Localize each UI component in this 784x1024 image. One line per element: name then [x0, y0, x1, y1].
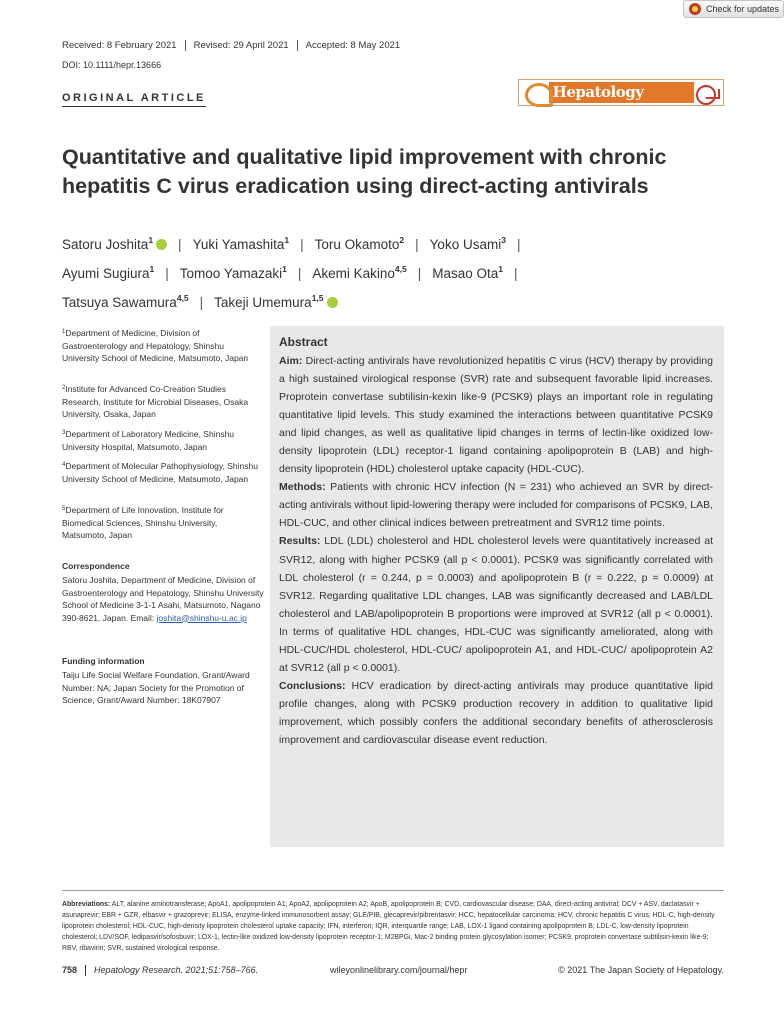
journal-logo	[518, 79, 724, 122]
journal-logo-name: Hepatology Research	[549, 82, 695, 103]
affiliation: $^4$Department of Molecular Pathophysiology, Shinshu University School of Medicine, Matsumoto, Japan	[62, 461, 258, 484]
affiliation: $^5$Department of Life Innovation, Institute for Biomedical Sciences, Shinshu University, Matsumoto, Japan	[62, 505, 224, 540]
author[interactable]: Yuki Yamashita$^1$	[192, 235, 290, 252]
page-number: 758	[62, 965, 86, 976]
citation: Hepatology Research. 2021;51:758–766.	[94, 965, 259, 975]
orcid-icon[interactable]	[327, 297, 338, 308]
author[interactable]: Yoko Usami$^3$	[429, 235, 506, 252]
check-for-updates-label: Check for updates	[706, 4, 780, 14]
author[interactable]: Ayumi Sugiura$^1$	[62, 264, 155, 281]
orcid-icon[interactable]	[156, 239, 167, 250]
copyright: © 2021 The Japan Society of Hepatology.	[558, 965, 724, 975]
correspondence-heading: Correspondence	[62, 561, 130, 571]
author[interactable]: Tomoo Yamazaki$^1$	[179, 264, 287, 281]
received-date: Received: 8 February 2021	[62, 40, 177, 51]
author[interactable]: Masao Ota$^1$	[432, 264, 504, 281]
accepted-date: Accepted: 8 May 2021	[297, 40, 409, 51]
affiliation: $^2$Institute for Advanced Co-Creation Studies Research, Institute for Microbial Diseases, Osaka University, Osaka, Japan	[62, 384, 249, 419]
crossmark-icon	[689, 3, 701, 15]
journal-emblem-icon	[519, 80, 547, 105]
author[interactable]: Takeji Umemura$^{1,5}$	[214, 295, 337, 310]
abstract-results: Results: LDL (LDL) cholesterol and HDL cholesterol levels were quantitatively increased at SVR12, along with higher PCSK9 (all p < 0.0001). PCSK9 was significantly correlated with LDL cholesterol (r = 0.244, p = 0.0003) and apolipoprotein B (r = 0.222, p = 0.0009) at SVR12. Regarding qualitative LDL changes, LAB was significantly decreased and LAB/LDL cholesterol and LAB/apolipoprotein B proportions were improved at SVR12 (all p < 0.0001). In terms of qualitative HDL changes, HDL-CUC was significantly ameliorated, along with HDL-CUC/HDL cholesterol, HDL-CUC/ apolipoprotein A1, and HDL-CUC/ apolipoprotein A2 at SVR12 (all p < 0.0001).	[279, 535, 713, 674]
journal-url[interactable]: wileyonlinelibrary.com/journal/hepr	[330, 965, 468, 975]
abstract-aim: Aim: Direct-acting antivirals have revolutionized hepatitis C virus (HCV) therapy by providing a high sustained virological response (SVR) rate and subsequent favorable lipid increases. Proprotein convertase subtilisin-kexin like-9 (PCSK9) plays an important role in regulating quantitative lipid levels. This study examined the interactions between quantitative PCSK9 and lipid changes, as well as qualitative lipid changes in terms of lectin-like oxidized low-density lipoprotein (LDL) receptor-1 ligand containing apolipoprotein B (LAB) and high-density lipoprotein (HDL) cholesterol uptake capacity (HDL-CUC).	[279, 355, 713, 476]
abstract-conclusions: Conclusions: HCV eradication by direct-acting antivirals may produce quantitative lipid profile changes, along with PCSK9 production recovery in addition to qualitative lipid improvement, which possibly confers the additional secondary benefits of atherosclerosis improvement and cardiovascular disease event reduction.	[279, 679, 713, 746]
abbreviations: Abbreviations: ALT, alanine aminotransferase; ApoA1, apolipoprotein A1; ApoA2, apolipoprotein A2; ApoB, apolipoprotein B; CVD, cardiovascular disease; DAA, direct-acting antiviral; DCV + ASV, daclatasvir + asunaprevir; EBR + GZR, elbasvir + grazoprevir; ELISA, enzyme-linked immunosorbent assay; GLE/PIB, glecaprevir/pibrentasvir; HCC, hepatocellular carcinoma; HCV, chronic hepatitis C virus; HDL-C, high-density lipoprotein cholesterol; HDL-CUC, high-density lipoprotein cholesterol uptake capacity; IFN, interferon; IQR, interquartile range; LAB, LOX-1 ligand containing apolipoprotein B; LDL-C, low-density lipoprotein cholesterol; LDV/SOF, ledipasvir/sofosbuvir; LOX-1, lectin-like oxidized low-density lipoprotein receptor-1; M2BPGi, Mac-2 binding protein glycosylation isomer; PCSK9, proprotein convertase subtilisin-kexin like-9; RBV, ribavirin; SVR, sustained virological response.	[62, 890, 724, 954]
article-title: Quantitative and qualitative lipid improvement with chronic hepatitis C virus eradication using direct-acting antivirals	[62, 145, 667, 198]
revised-date: Revised: 29 April 2021	[185, 40, 297, 51]
article-type: ORIGINAL ARTICLE	[62, 92, 206, 107]
affiliation: $^3$Department of Laboratory Medicine, Shinshu University Hospital, Matsumoto, Japan	[62, 429, 235, 452]
author[interactable]: Satoru Joshita$^1$	[62, 237, 167, 252]
author[interactable]: Toru Okamoto$^2$	[314, 235, 405, 252]
article-dates	[62, 40, 408, 51]
funding-text: Taiju Life Social Welfare Foundation, Grant/Award Number: NA; Japan Society for the Promotion of Science, Grant/Award Number: 18K07907	[62, 670, 250, 705]
correspondence-text: Satoru Joshita, Department of Medicine, Division of Gastroenterology and Hepatology, Shinshu University School of Medicine 3-1-1 Asahi, Matsumoto, Nagano 390-8621, Japan. Email: joshita@shinshu-u.ac.jp	[62, 575, 264, 623]
abstract-heading: Abstract	[279, 335, 328, 349]
funding-heading: Funding information	[62, 656, 145, 666]
society-emblem-icon	[694, 83, 717, 103]
abstract-box	[270, 326, 724, 847]
doi: DOI: 10.1111/hepr.13666	[62, 60, 162, 70]
email-link[interactable]: joshita@shinshu-u.ac.jp	[156, 612, 247, 623]
abstract-methods: Methods: Patients with chronic HCV infection (N = 231) who achieved an SVR by direct-acting antivirals without lipid-lowering therapy were included for comparisons of PCSK9, LAB, HDL-CUC, and other clinical indices between pretreatment and SVR12 time points.	[279, 481, 713, 530]
check-for-updates-button[interactable]	[683, 0, 784, 18]
author[interactable]: Akemi Kakino$^{4,5}$	[312, 264, 407, 281]
author[interactable]: Tatsuya Sawamura$^{4,5}$	[62, 293, 189, 310]
affiliation: $^1$Department of Medicine, Division of Gastroenterology and Hepatology, Shinshu University School of Medicine, Matsumoto, Japan	[62, 328, 249, 363]
author-list: Satoru Joshita$^1$ | Yuki Yamashita$^1$ | Toru Okamoto$^2$ | Yoko Usami$^3$ | Ayumi Sugiura$^1$ | Tomoo Yamazaki$^1$ | Akemi Kakino$^{4,5}$ | Masao Ota$^1$ | Tatsuya Sawamura$^{4,5}$ | Takeji Umemura$^{1,5}$	[62, 235, 521, 310]
